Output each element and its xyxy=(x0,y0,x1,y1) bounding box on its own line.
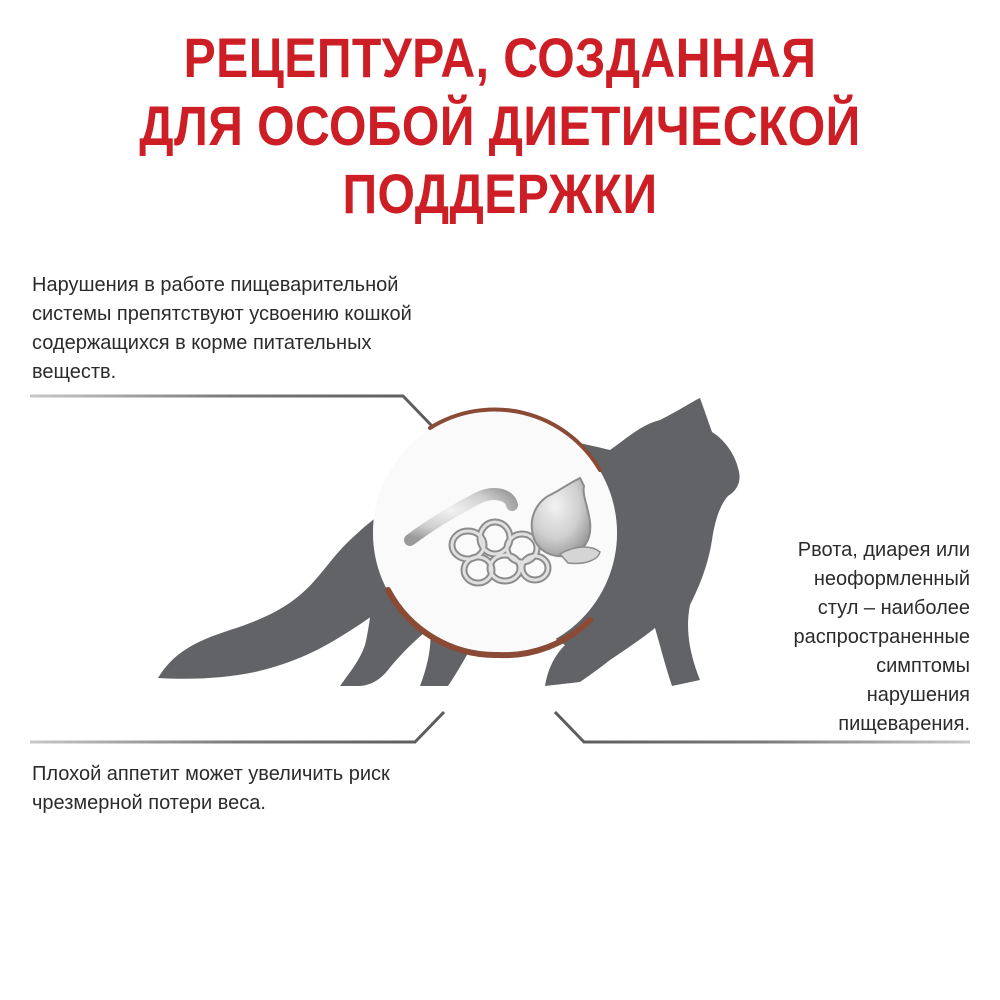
title-line-3: ПОДДЕРЖКИ xyxy=(342,162,658,225)
callout-line: системы препятствуют усвоению кошкой xyxy=(32,303,412,325)
callout-line: распространенные xyxy=(793,626,970,648)
callout-line: веществ. xyxy=(32,361,117,383)
leader-line-bottom-left xyxy=(30,712,444,742)
callout-line: пищеварения. xyxy=(838,713,970,735)
callout-line: стул – наиболее xyxy=(817,597,970,619)
callout-line: Плохой аппетит может увеличить риск xyxy=(32,763,390,785)
digestive-system-circle xyxy=(373,409,617,655)
callout-line: чрезмерной потери веса. xyxy=(32,792,266,814)
callout-line: неоформленный xyxy=(813,568,970,590)
leader-line-right xyxy=(555,712,970,742)
callout-line: Нарушения в работе пищеварительной xyxy=(32,274,399,296)
callout-line: содержащихся в корме питательных xyxy=(32,332,372,354)
title-line-1: РЕЦЕПТУРА, СОЗДАННАЯ xyxy=(183,26,817,89)
callout-line: Рвота, диарея или xyxy=(797,539,970,561)
callout-line: нарушения xyxy=(866,684,970,706)
title-line-2: ДЛЯ ОСОБОЙ ДИЕТИЧЕСКОЙ xyxy=(139,94,861,157)
callout-line: симптомы xyxy=(876,655,970,677)
leader-line-top-left xyxy=(30,396,432,426)
